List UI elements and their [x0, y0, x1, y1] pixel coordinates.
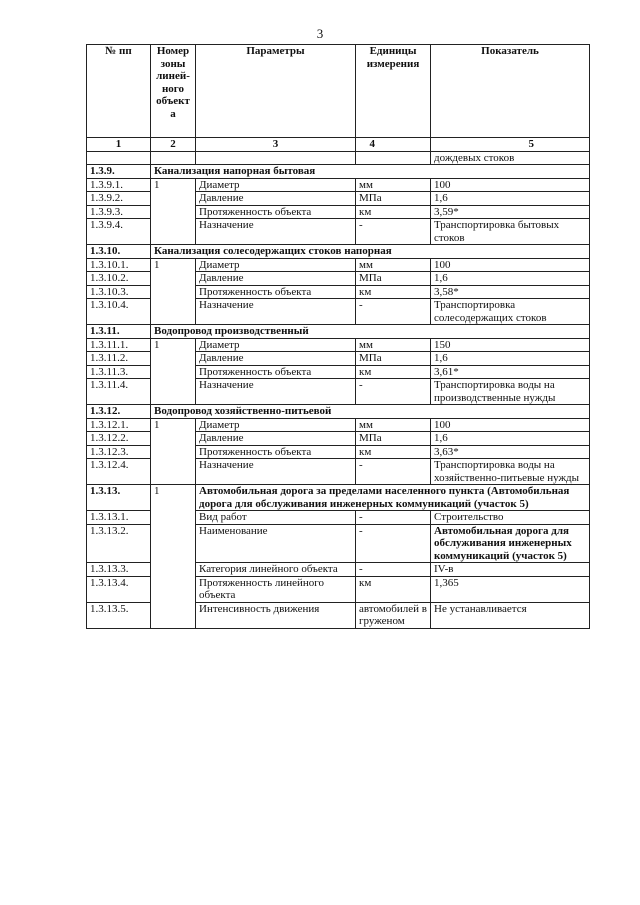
parameter-name: Давление: [196, 352, 356, 366]
parameter-name: Диаметр: [196, 178, 356, 192]
indicator-value: 100: [431, 178, 590, 192]
row-number: 1.3.12.2.: [87, 432, 151, 446]
table-row: [87, 258, 590, 272]
section-number: 1.3.10.: [87, 245, 151, 259]
row-number: 1.3.9.1.: [87, 178, 151, 192]
indicator-value: 1,6: [431, 272, 590, 286]
parameter-name: Диаметр: [196, 258, 356, 272]
table-row: [87, 418, 590, 432]
section-title: Канализация солесодержащих стоков напорная: [151, 245, 590, 259]
parameter-name: Интенсивность движения: [196, 602, 356, 628]
unit: МПа: [356, 432, 431, 446]
section-title: Водопровод производственный: [151, 325, 590, 339]
table-row: [87, 338, 590, 352]
zone-number: 1: [151, 338, 196, 405]
indicator-value: Транспортировка воды на производственные нужды: [431, 379, 590, 405]
indicator-value: 100: [431, 258, 590, 272]
unit: мм: [356, 258, 431, 272]
indicator-value: 1,365: [431, 576, 590, 602]
unit: МПа: [356, 192, 431, 206]
indicator-value: Транспортировка солесодержащих стоков: [431, 299, 590, 325]
row-number: 1.3.12.4.: [87, 459, 151, 485]
unit: -: [356, 299, 431, 325]
column-number: 2: [151, 138, 196, 152]
indicator-value: Транспортировка воды на хозяйственно-питьевые нужды: [431, 459, 590, 485]
indicator-value: 3,61*: [431, 365, 590, 379]
parameter-name: Давление: [196, 192, 356, 206]
unit: -: [356, 379, 431, 405]
section-row: [87, 325, 590, 339]
parameter-name: Протяженность объекта: [196, 445, 356, 459]
unit: мм: [356, 338, 431, 352]
header-zone: Номер зоны линей-ного объект а: [151, 45, 196, 138]
row-number: 1.3.9.2.: [87, 192, 151, 206]
indicator-value: 1,6: [431, 432, 590, 446]
parameters-table: [86, 44, 590, 629]
header-parameters: Параметры: [196, 45, 356, 138]
row-number: 1.3.13.2.: [87, 524, 151, 563]
header-units: Единицы измерения: [356, 45, 431, 138]
indicator-value: Строительство: [431, 511, 590, 525]
unit: -: [356, 524, 431, 563]
section-row: [87, 245, 590, 259]
road-section-row: [87, 485, 590, 511]
section-number: 1.3.12.: [87, 405, 151, 419]
row-number: 1.3.10.2.: [87, 272, 151, 286]
continuation-value: дождевых стоков: [431, 151, 590, 165]
parameter-name: Назначение: [196, 459, 356, 485]
column-number: 5: [431, 138, 590, 152]
column-number: 1: [87, 138, 151, 152]
indicator-value: 3,58*: [431, 285, 590, 299]
row-number: 1.3.10.3.: [87, 285, 151, 299]
parameter-name: Диаметр: [196, 418, 356, 432]
parameter-name: Вид работ: [196, 511, 356, 525]
unit: мм: [356, 178, 431, 192]
section-title: Автомобильная дорога за пределами населенного пункта (Автомобильная дорога для обслуживания инженерных коммуникаций (участок 5): [196, 485, 590, 511]
unit: -: [356, 511, 431, 525]
row-number: 1.3.10.4.: [87, 299, 151, 325]
unit: -: [356, 563, 431, 577]
column-number-row: [87, 138, 590, 152]
indicator-value: Транспортировка бытовых стоков: [431, 219, 590, 245]
unit: МПа: [356, 352, 431, 366]
indicator-value: 3,63*: [431, 445, 590, 459]
indicator-value: 1,6: [431, 192, 590, 206]
zone-number: 1: [151, 258, 196, 325]
indicator-value: IV-в: [431, 563, 590, 577]
zone-number: 1: [151, 418, 196, 485]
indicator-value: Автомобильная дорога для обслуживания инженерных коммуникаций (участок 5): [431, 524, 590, 563]
indicator-value: 3,59*: [431, 205, 590, 219]
unit: МПа: [356, 272, 431, 286]
section-title: Канализация напорная бытовая: [151, 165, 590, 179]
parameter-name: Наименование: [196, 524, 356, 563]
indicator-value: 100: [431, 418, 590, 432]
table-row: [87, 178, 590, 192]
parameter-name: Назначение: [196, 379, 356, 405]
row-number: 1.3.13.1.: [87, 511, 151, 525]
row-number: 1.3.13.5.: [87, 602, 151, 628]
parameter-name: Протяженность объекта: [196, 205, 356, 219]
indicator-value: 1,6: [431, 352, 590, 366]
row-number: 1.3.12.3.: [87, 445, 151, 459]
column-number: 3: [196, 138, 356, 152]
parameter-name: Диаметр: [196, 338, 356, 352]
unit: автомобилей в груженом: [356, 602, 431, 628]
unit: мм: [356, 418, 431, 432]
unit: км: [356, 445, 431, 459]
parameter-name: Протяженность линейного объекта: [196, 576, 356, 602]
parameter-name: Категория линейного объекта: [196, 563, 356, 577]
section-row: [87, 405, 590, 419]
section-row: [87, 165, 590, 179]
page-number: 3: [316, 26, 324, 41]
parameter-name: Давление: [196, 272, 356, 286]
row-number: 1.3.9.4.: [87, 219, 151, 245]
parameter-name: Назначение: [196, 219, 356, 245]
row-number: 1.3.11.4.: [87, 379, 151, 405]
header-number: № пп: [87, 45, 151, 138]
unit: км: [356, 205, 431, 219]
parameter-name: Назначение: [196, 299, 356, 325]
parameter-name: Протяженность объекта: [196, 285, 356, 299]
row-number: 1.3.13.4.: [87, 576, 151, 602]
unit: -: [356, 219, 431, 245]
row-number: 1.3.10.1.: [87, 258, 151, 272]
section-number: 1.3.9.: [87, 165, 151, 179]
header-indicator: Показатель: [431, 45, 590, 138]
section-title: Водопровод хозяйственно-питьевой: [151, 405, 590, 419]
section-number: 1.3.13.: [87, 485, 151, 511]
section-number: 1.3.11.: [87, 325, 151, 339]
column-number: 4: [356, 138, 431, 152]
row-number: 1.3.9.3.: [87, 205, 151, 219]
continuation-row: [87, 151, 590, 165]
row-number: 1.3.13.3.: [87, 563, 151, 577]
parameter-name: Протяженность объекта: [196, 365, 356, 379]
unit: км: [356, 285, 431, 299]
row-number: 1.3.11.1.: [87, 338, 151, 352]
indicator-value: Не устанавливается: [431, 602, 590, 628]
table-header-row: [87, 45, 590, 138]
indicator-value: 150: [431, 338, 590, 352]
unit: км: [356, 365, 431, 379]
zone-number: 1: [151, 178, 196, 245]
row-number: 1.3.11.3.: [87, 365, 151, 379]
unit: км: [356, 576, 431, 602]
parameter-name: Давление: [196, 432, 356, 446]
unit: -: [356, 459, 431, 485]
row-number: 1.3.11.2.: [87, 352, 151, 366]
row-number: 1.3.12.1.: [87, 418, 151, 432]
zone-number: 1: [151, 485, 196, 629]
